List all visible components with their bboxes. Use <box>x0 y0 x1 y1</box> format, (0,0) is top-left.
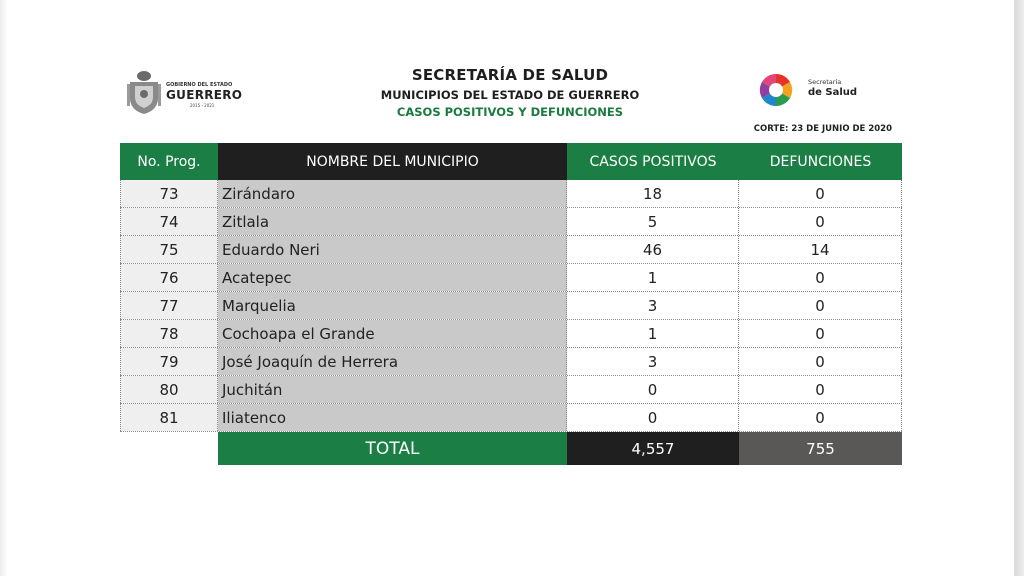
cell-num: 73 <box>120 180 218 207</box>
cell-defunciones: 0 <box>739 376 902 403</box>
table-row <box>120 236 902 264</box>
cell-municipio: Juchitán <box>218 376 567 403</box>
cell-defunciones: 0 <box>739 208 902 235</box>
cell-municipio: Iliatenco <box>218 404 567 431</box>
cell-defunciones: 0 <box>739 180 902 207</box>
cell-num: 79 <box>120 348 218 375</box>
table-row <box>120 320 902 348</box>
table-row <box>120 348 902 376</box>
cell-defunciones: 0 <box>739 404 902 431</box>
photo-left-edge <box>0 0 8 576</box>
table-row <box>120 404 902 432</box>
cell-casos: 5 <box>567 208 739 235</box>
cell-defunciones: 0 <box>739 348 902 375</box>
column-header-defunciones: DEFUNCIONES <box>739 143 902 180</box>
cell-casos: 3 <box>567 292 739 319</box>
cell-num: 75 <box>120 236 218 263</box>
cutoff-date: CORTE: 23 DE JUNIO DE 2020 <box>753 124 892 134</box>
logo-years-text: 2015 - 2021 <box>190 103 215 108</box>
logo-small-text: GOBIERNO DEL ESTADO <box>166 82 233 88</box>
cell-defunciones: 0 <box>739 320 902 347</box>
cell-municipio: Cochoapa el Grande <box>218 320 567 347</box>
table-body <box>120 180 902 432</box>
cell-num: 81 <box>120 404 218 431</box>
cell-municipio: Zirándaro <box>218 180 567 207</box>
cell-num: 80 <box>120 376 218 403</box>
cell-num: 76 <box>120 264 218 291</box>
cell-defunciones: 0 <box>739 264 902 291</box>
page-subtitle: MUNICIPIOS DEL ESTADO DE GUERRERO <box>380 88 640 102</box>
totals-row <box>120 432 902 465</box>
total-label: TOTAL <box>218 432 567 465</box>
total-defunciones: 755 <box>739 432 902 465</box>
table-row <box>120 264 902 292</box>
cell-casos: 0 <box>567 376 739 403</box>
health-logo-icon <box>756 70 796 110</box>
cell-defunciones: 14 <box>739 236 902 263</box>
table-row <box>120 208 902 236</box>
table-row <box>120 180 902 208</box>
coat-of-arms-icon <box>126 70 162 116</box>
cell-num: 77 <box>120 292 218 319</box>
cell-defunciones: 0 <box>739 292 902 319</box>
cell-casos: 18 <box>567 180 739 207</box>
cell-casos: 3 <box>567 348 739 375</box>
table-row <box>120 376 902 404</box>
secretaria-salud-logo <box>756 70 866 110</box>
cell-casos: 46 <box>567 236 739 263</box>
total-casos: 4,557 <box>567 432 739 465</box>
guerrero-logo <box>126 70 256 116</box>
photo-right-edge <box>1014 0 1024 576</box>
cell-casos: 0 <box>567 404 739 431</box>
column-header-casos: CASOS POSITIVOS <box>567 143 739 180</box>
cell-num: 78 <box>120 320 218 347</box>
section-title: CASOS POSITIVOS Y DEFUNCIONES <box>396 105 624 119</box>
cell-municipio: Marquelia <box>218 292 567 319</box>
page-title: SECRETARÍA DE SALUD <box>411 66 609 84</box>
cell-municipio: José Joaquín de Herrera <box>218 348 567 375</box>
header-titles <box>300 66 720 119</box>
cell-municipio: Eduardo Neri <box>218 236 567 263</box>
table-row <box>120 292 902 320</box>
column-header-num: No. Prog. <box>120 143 218 180</box>
cell-municipio: Zitlala <box>218 208 567 235</box>
logo-small-text: Secretaría <box>808 78 842 86</box>
cell-casos: 1 <box>567 320 739 347</box>
logo-big-text: de Salud <box>808 87 858 98</box>
cell-casos: 1 <box>567 264 739 291</box>
column-header-municipio: NOMBRE DEL MUNICIPIO <box>218 143 567 180</box>
cell-num: 74 <box>120 208 218 235</box>
logo-big-text: GUERRERO <box>166 88 243 102</box>
cell-municipio: Acatepec <box>218 264 567 291</box>
